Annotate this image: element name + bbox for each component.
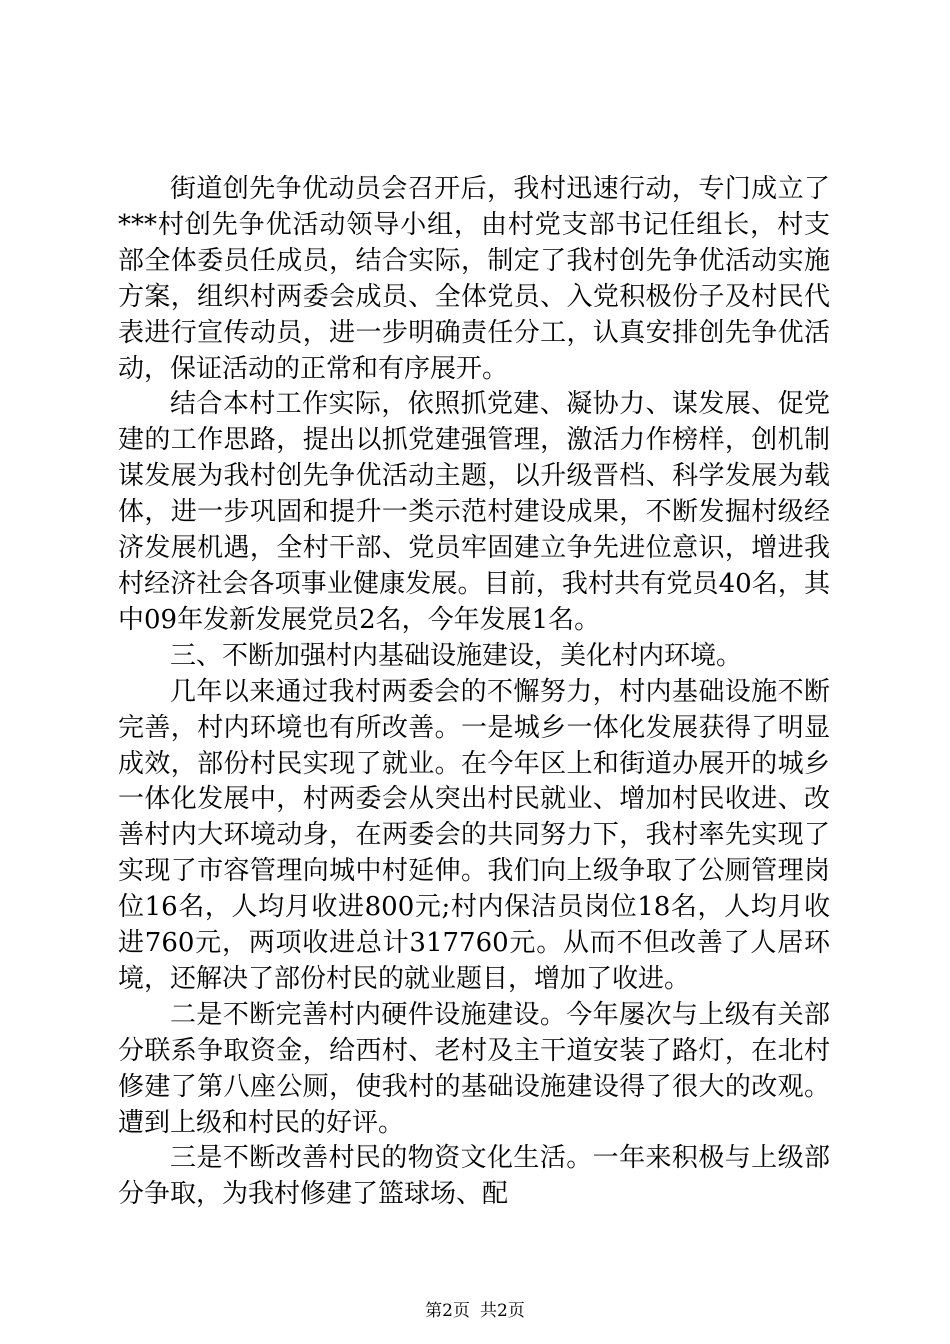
page-total: 共2页 [480, 1301, 525, 1321]
section-heading: 三、不断加强村内基础设施建设，美化村内环境。 [170, 640, 743, 671]
paragraph-1: 街道创先争优动员会召开后，我村迅速行动，专门成立了***村创先争优活动领导小组，由村党支部书记任组长，村支部全体委员任成员，结合实际，制定了我村创先争优活动实施方案，组织村两委会成员、全体党员、入党积极份子及村民代表进行宣传动员，进一步明确责任分工，认真安排创先争优活动，保证活动的正常和有序展开。 [118, 174, 830, 384]
document-body [118, 172, 830, 1213]
page-footer [0, 1300, 950, 1322]
paragraph-2: 结合本村工作实际，依照抓党建、凝协力、谋发展、促党建的工作思路，提出以抓党建强管理，激活力作榜样，创机制谋发展为我村创先争优活动主题，以升级晋档、科学发展为载体，进一步巩固和提升一类示范村建设成果，不断发掘村级经济发展机遇，全村干部、党员牢固建立争先进位意识，增进我村经济社会各项事业健康发展。目前，我村共有党员40名，其中09年发新发展党员2名，今年发展1名。 [118, 389, 830, 635]
page-number: 第2页 [425, 1301, 470, 1321]
paragraph-5: 三是不断改善村民的物资文化生活。一年来积极与上级部分争取，为我村修建了篮球场、配 [118, 1143, 830, 1210]
paragraph-3: 几年以来通过我村两委会的不懈努力，村内基础设施不断完善，村内环境也有所改善。一是城乡一体化发展获得了明显成效，部份村民实现了就业。在今年区上和街道办展开的城乡一体化发展中，村两委会从突出村民就业、增加村民收进、改善村内大环境动身，在两委会的共同努力下，我村率先实现了实现了市容管理向城中村延伸。我们向上级争取了公厕管理岗位16名，人均月收进800元;村内保洁员岗位18名，人均月收进760元，两项收进总计317760元。从而不但改善了人居环境，还解决了部份村民的就业题目，增加了收进。 [118, 676, 830, 994]
paragraph-4: 二是不断完善村内硬件设施建设。今年屡次与上级有关部分联系争取资金，给西村、老村及主干道安装了路灯，在北村修建了第八座公厕，使我村的基础设施建设得了很大的改观。遭到上级和村民的好评。 [118, 999, 830, 1138]
